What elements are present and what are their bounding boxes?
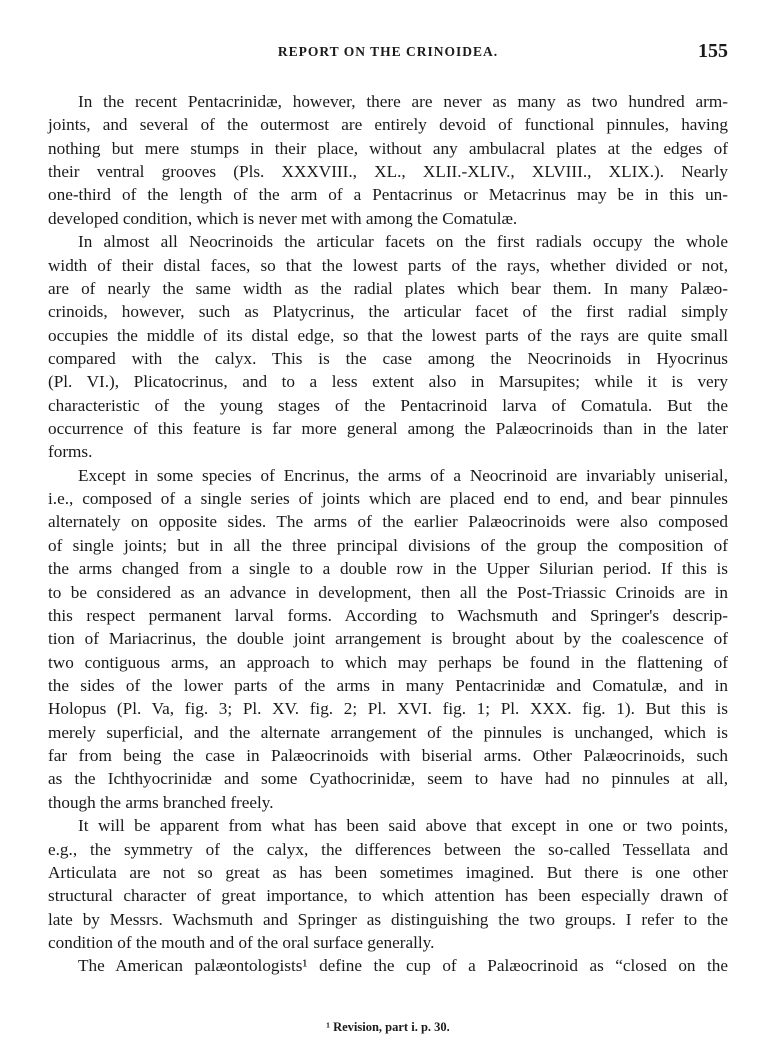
text-line: to be considered as an advance in development, then all the Post-Triassic Crinoids are in: [48, 582, 728, 602]
text-line: crinoids, however, such as Platycrinus, the articular facet of the first radial simply: [48, 302, 728, 322]
text-line: late by Messrs. Wachsmuth and Springer as distinguishing the two groups. I refer to the: [48, 909, 728, 929]
text-line: are of nearly the same width as the radial plates which bear them. In many Palæo-: [48, 278, 728, 298]
text-line: Holopus (Pl. Va, fig. 3; Pl. XV. fig. 2; Pl. XVI. fig. 1; Pl. XXX. fig. 1). But this is: [48, 699, 728, 719]
paragraph-5: [48, 954, 728, 977]
running-header: [48, 40, 728, 68]
page-number: 155: [698, 40, 728, 62]
text-line: It will be apparent from what has been said above that except in one or two points,: [78, 816, 728, 836]
text-line: i.e., composed of a single series of joints which are placed end to end, and bear pinnules: [48, 489, 728, 509]
text-line: alternately on opposite sides. The arms of the earlier Palæocrinoids were also composed: [48, 512, 728, 532]
running-title: REPORT ON THE CRINOIDEA.: [277, 44, 499, 59]
paragraph-4: [48, 814, 728, 954]
paragraph-2: [48, 230, 728, 464]
text-line: nothing but mere stumps in their place, without any ambulacral plates at the edges of: [48, 138, 728, 158]
text-line: width of their distal faces, so that the lowest parts of the rays, whether divided or not,: [48, 255, 728, 275]
paragraph-1: [48, 90, 728, 230]
text-line: occurrence of this feature is far more general among the Palæocrinoids than in the later: [48, 419, 728, 439]
paragraph-3: [48, 464, 728, 814]
text-line: The American palæontologists¹ define the cup of a Palæocrinoid as “closed on the: [78, 956, 728, 976]
text-line: joints, and several of the outermost are entirely devoid of functional pinnules, having: [48, 115, 728, 135]
text-line: In almost all Neocrinoids the articular facets on the first radials occupy the whole: [78, 232, 728, 252]
text-line: tion of Mariacrinus, the double joint arrangement is brought about by the coalescence of: [48, 629, 728, 649]
text-line: (Pl. VI.), Plicatocrinus, and to a less extent also in Marsupites; while it is very: [48, 372, 728, 392]
text-line: Articulata are not so great as has been sometimes imagined. But there is one other: [48, 862, 728, 882]
text-line: as the Ichthyocrinidæ and some Cyathocrinidæ, seem to have had no pinnules at all,: [48, 769, 728, 789]
text-line: merely superficial, and the alternate arrangement of the pinnules is unchanged, which is: [48, 722, 728, 742]
text-line: compared with the calyx. This is the case among the Neocrinoids in Hyocrinus: [48, 348, 728, 368]
document-page: [48, 40, 728, 1034]
text-line: structural character of great importance, to which attention has been especially drawn of: [48, 886, 728, 906]
text-line: e.g., the symmetry of the calyx, the differences between the so-called Tessellata and: [48, 839, 728, 859]
body-text: [48, 90, 728, 1034]
text-line: characteristic of the young stages of the Pentacrinoid larva of Comatula. But the: [48, 395, 728, 415]
text-line: In the recent Pentacrinidæ, however, there are never as many as two hundred arm-: [78, 92, 728, 111]
text-line: forms.: [48, 442, 93, 462]
text-line: condition of the mouth and of the oral surface generally.: [48, 932, 435, 952]
text-line: though the arms branched freely.: [48, 792, 274, 812]
footnote: ¹ Revision, part i. p. 30.: [326, 1020, 450, 1034]
text-line: their ventral grooves (Pls. XXXVIII., XL., XLII.-XLIV., XLVIII., XLIX.). Nearly: [48, 162, 728, 182]
text-line: Except in some species of Encrinus, the arms of a Neocrinoid are invariably uniserial,: [78, 465, 728, 485]
text-line: of single joints; but in all the three principal divisions of the group the composition of: [48, 535, 728, 555]
text-line: two contiguous arms, an approach to which may perhaps be found in the flattening of: [48, 652, 728, 672]
text-line: one-third of the length of the arm of a Pentacrinus or Metacrinus may be in this un-: [48, 185, 728, 205]
text-line: developed condition, which is never met with among the Comatulæ.: [48, 208, 518, 228]
text-line: this respect permanent larval forms. According to Wachsmuth and Springer's descrip-: [48, 605, 728, 625]
text-line: the arms changed from a single to a double row in the Upper Silurian period. If this is: [48, 559, 728, 579]
text-line: the sides of the lower parts of the arms in many Pentacrinidæ and Comatulæ, and in: [48, 675, 728, 695]
text-line: occupies the middle of its distal edge, so that the lowest parts of the rays are quite small: [48, 325, 728, 345]
text-line: far from being the case in Palæocrinoids with biserial arms. Other Palæocrinoids, such: [48, 746, 728, 766]
